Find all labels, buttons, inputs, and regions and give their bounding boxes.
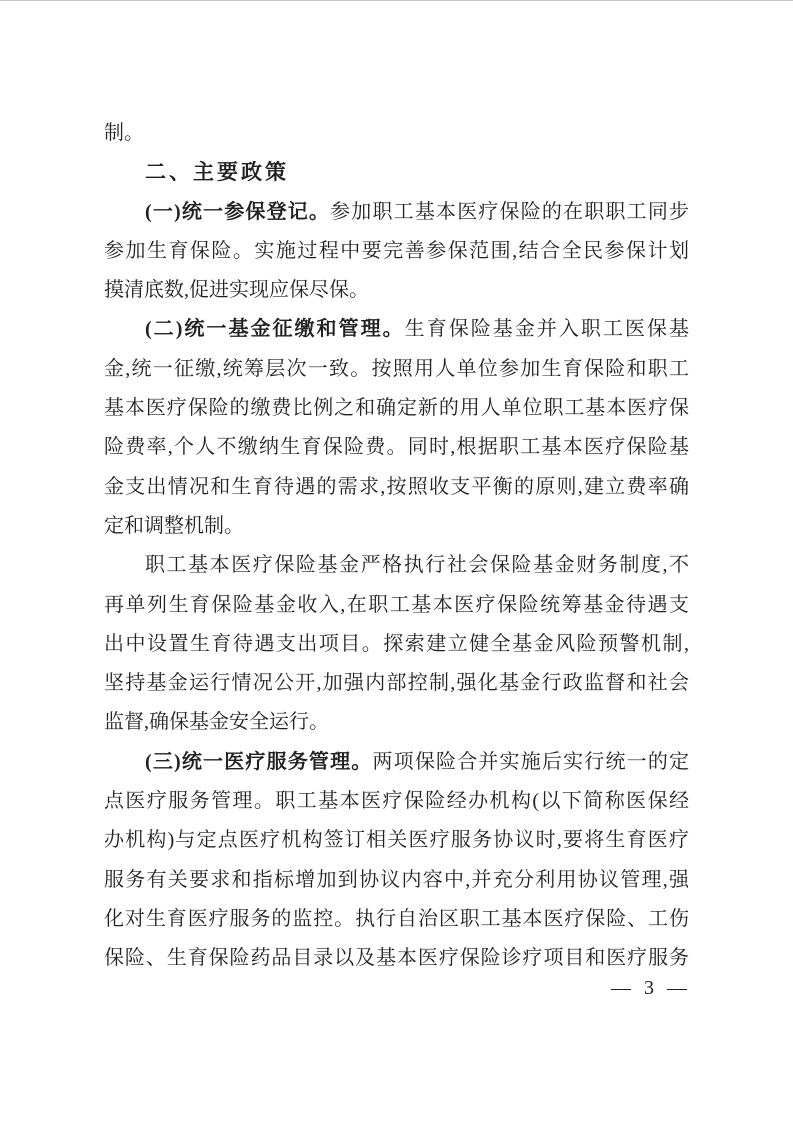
text-line (104, 507, 689, 546)
line-text: 摸清底数,促进实现应保尽保。 (104, 279, 369, 302)
paragraph-lead-line (104, 193, 689, 232)
paragraph-lead: (一)统一参保登记。 (145, 200, 331, 223)
line-text: 职工基本医疗保险基金严格执行社会保险基金财务制度,不 (145, 554, 689, 577)
paragraph-continuation-line (104, 114, 689, 153)
line-text: 参加职工基本医疗保险的在职职工同步 (330, 200, 689, 223)
section-heading (104, 153, 689, 192)
text-line (104, 468, 689, 507)
line-text: 生育保险基金并入职工医保基 (404, 318, 689, 341)
line-text: 再单列生育保险基金收入,在职工基本医疗保险统筹基金待遇支 (104, 593, 689, 616)
text-line (104, 389, 689, 428)
text-line (104, 350, 689, 389)
line-text: 参加生育保险。实施过程中要完善参保范围,结合全民参保计划 (104, 239, 689, 262)
line-text: 坚持基金运行情况公开,加强内部控制,强化基金行政监督和社会 (104, 672, 689, 695)
line-text: 保险、生育保险药品目录以及基本医疗保险诊疗项目和医疗服务 (104, 947, 689, 970)
line-text: 金,统一征缴,统筹层次一致。按照用人单位参加生育保险和职工 (104, 357, 689, 380)
text-line (104, 939, 689, 978)
heading-text: 二、主要政策 (145, 161, 289, 185)
line-text: 服务有关要求和指标增加到协议内容中,并充分利用协议管理,强 (104, 868, 689, 891)
line-text: 两项保险合并实施后实行统一的定 (372, 750, 689, 773)
text-line (104, 782, 689, 821)
line-text: 点医疗服务管理。职工基本医疗保险经办机构(以下简称医保经 (104, 790, 689, 813)
paragraph-lead: (二)统一基金征缴和管理。 (145, 318, 405, 341)
page-number: — 3 — (611, 977, 691, 999)
text-line (104, 428, 689, 467)
paragraph-lead-line (104, 743, 689, 782)
paragraph-lead-line (104, 310, 689, 349)
line-text: 监督,确保基金安全运行。 (104, 711, 329, 734)
line-text: 制。 (104, 122, 144, 144)
text-line (104, 703, 689, 742)
line-text: 定和调整机制。 (104, 514, 244, 537)
text-line (104, 664, 689, 703)
text-line (104, 232, 689, 271)
document-body (104, 114, 689, 979)
paragraph-lead: (三)统一医疗服务管理。 (145, 750, 373, 773)
line-text: 出中设置生育待遇支出项目。探索建立健全基金风险预警机制, (104, 632, 689, 655)
text-line (104, 546, 689, 585)
line-text: 办机构)与定点医疗机构签订相关医疗服务协议时,要将生育医疗 (104, 829, 689, 852)
text-line (104, 586, 689, 625)
text-line (104, 821, 689, 860)
text-line (104, 271, 689, 310)
line-text: 险费率,个人不缴纳生育保险费。同时,根据职工基本医疗保险基 (104, 436, 689, 459)
text-line (104, 861, 689, 900)
text-line (104, 625, 689, 664)
line-text: 基本医疗保险的缴费比例之和确定新的用人单位职工基本医疗保 (104, 397, 689, 420)
line-text: 金支出情况和生育待遇的需求,按照收支平衡的原则,建立费率确 (104, 475, 689, 498)
line-text: 化对生育医疗服务的监控。执行自治区职工基本医疗保险、工伤 (104, 907, 689, 930)
text-line (104, 900, 689, 939)
